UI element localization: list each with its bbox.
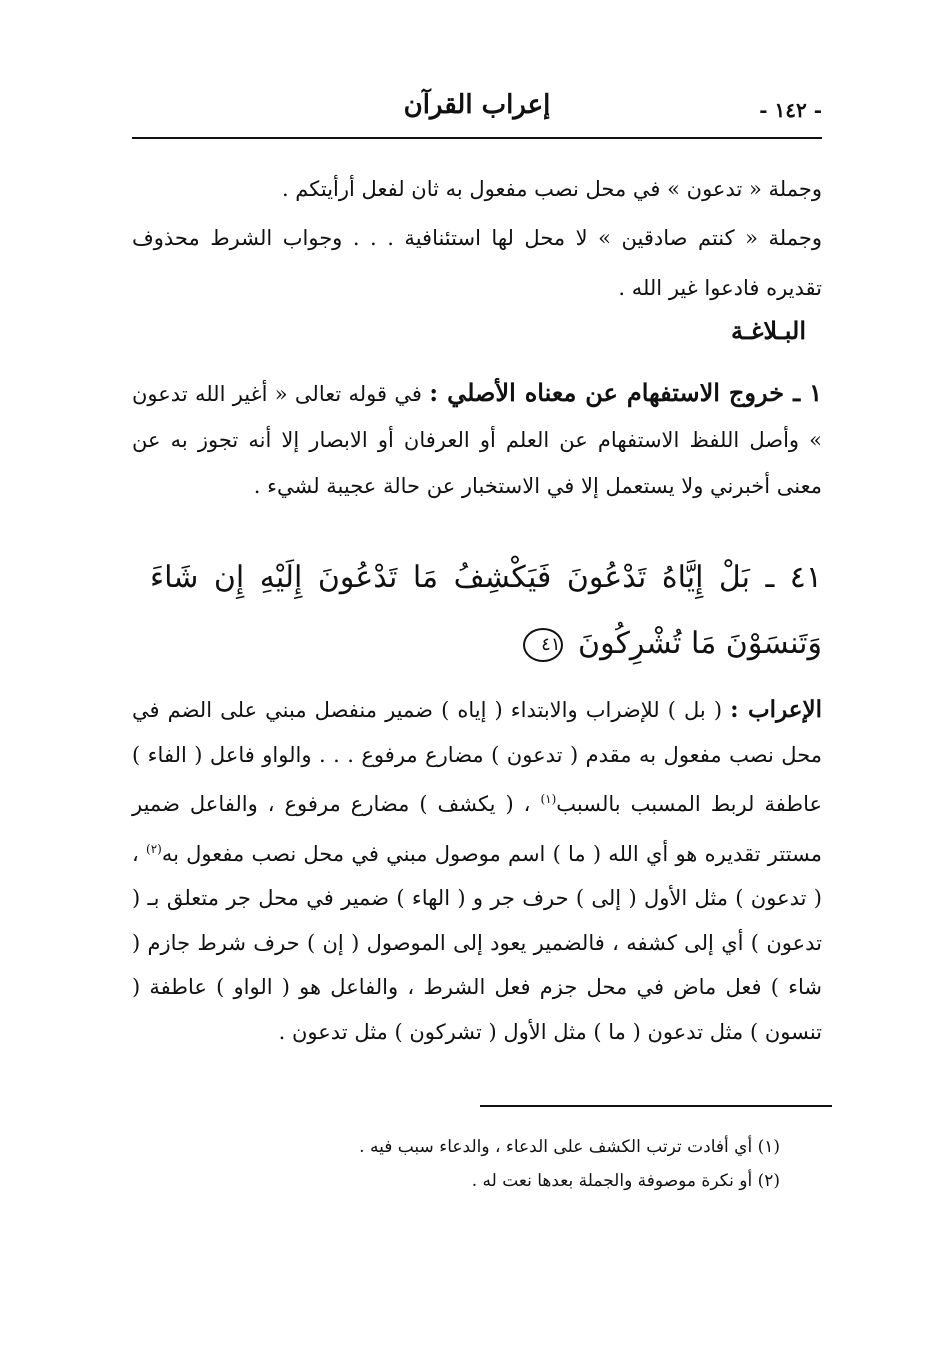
footnote-divider bbox=[480, 1105, 832, 1107]
footnote-ref-2: (٢) bbox=[146, 841, 162, 856]
footnote-1: (١) أي أفادت ترتب الكشف على الدعاء ، والدعاء سبب فيه . bbox=[359, 1137, 780, 1157]
balagha-point-1 bbox=[132, 370, 822, 509]
sentence-paragraph-1: وجملة « تدعون » في محل نصب مفعول به ثان لفعل أرأيتكم . bbox=[281, 177, 822, 201]
verse-end-marker: ٤١ bbox=[523, 628, 563, 662]
irab-heading: الإعراب : bbox=[730, 696, 822, 723]
book-title: إعراب القرآن bbox=[403, 90, 551, 120]
footnotes bbox=[132, 1130, 780, 1198]
sentence-paragraph-2: وجملة « كنتم صادقين » لا محل لها استئنافية . . . وجواب الشرط محذوف تقديره فادعوا غير الله . bbox=[132, 226, 822, 300]
quran-verse bbox=[150, 545, 822, 677]
balagha-heading: البـلاغـة bbox=[730, 316, 806, 345]
irab-text-1: ( بل ) للإضراب والابتداء ( إياه ) ضمير منفصل مبني على الضم في محل نصب مفعول به مقدم ( تدعون ) مضارع مرفوع . . . والواو فاعل ( الفاء ) عاطفة لربط المسبب بالسبب bbox=[132, 698, 822, 816]
verse-text: ٤١ ـ بَلْ إِيَّاهُ تَدْعُونَ فَيَكْشِفُ مَا تَدْعُونَ إِلَيْهِ إِن شَاءَ وَتَنسَوْنَ مَا تُشْرِكُونَ bbox=[150, 560, 822, 661]
irab-text-2: ، ( يكشف ) مضارع مرفوع ، والفاعل ضمير مستتر تقديره هو أي الله ( ما ) اسم موصول مبني في محل نصب مفعول به bbox=[132, 792, 822, 866]
page-header bbox=[132, 80, 822, 138]
page-number: - ١٤٢ - bbox=[759, 98, 822, 122]
footnote-ref-1: (١) bbox=[540, 792, 557, 806]
balagha-point-1-body: في قوله تعالى « أغير الله تدعون » وأصل اللفظ الاستفهام عن العلم أو العرفان أو الابصار إلا أنه تجوز به عن معنى أخبرني ولا يستعمل إلا في الاستخبار عن حالة عجيبة لشيء . bbox=[132, 382, 822, 498]
irab-text-3: ، ( تدعون ) مثل الأول ( إلى ) حرف جر و ( الهاء ) ضمير في محل جر متعلق بـ ( تدعون ) أي إلى كشفه ، فالضمير يعود إلى الموصول ( إن ) حرف شرط جازم ( شاء ) فعل ماض في محل جزم فعل الشرط ، والفاعل هو ( الواو ) عاطفة ( تنسون ) مثل تدعون ( ما ) مثل الأول ( تشركون ) مثل تدعون . bbox=[132, 841, 822, 1044]
balagha-point-1-title: ١ ـ خروج الاستفهام عن معناه الأصلي : bbox=[429, 378, 822, 407]
header-divider bbox=[132, 137, 822, 139]
footnote-2: (٢) أو نكرة موصوفة والجملة بعدها نعت له . bbox=[471, 1171, 780, 1191]
irab-section bbox=[132, 688, 822, 1054]
